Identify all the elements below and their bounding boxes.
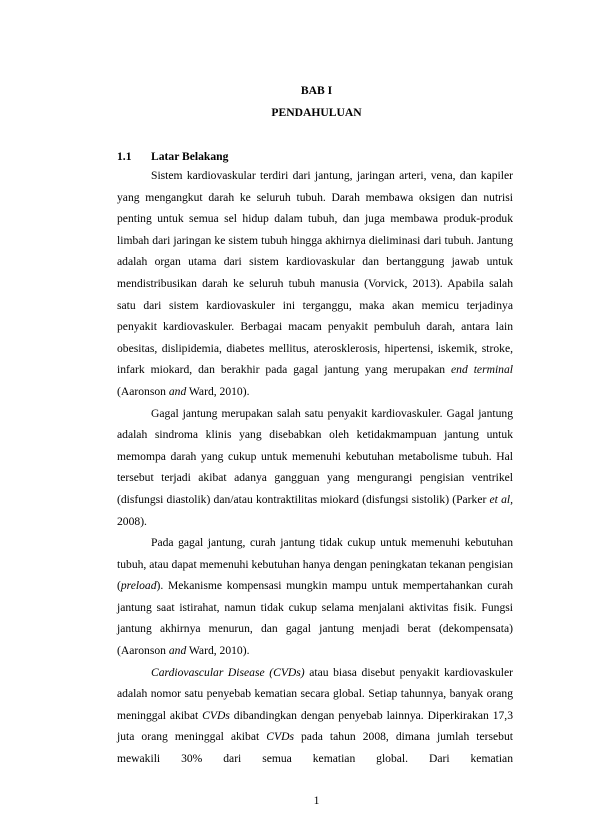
section-number: 1.1 xyxy=(117,150,132,163)
text-run: Gagal jantung merupakan salah satu penyakit kardiovaskuler. Gagal jantung adalah sindroma klinis yang disebabkan oleh ketidakmampuan jantung untuk memompa darah yang cukup untuk memenuhi kebutuhan metabolisme tubuh. Hal tersebut terjadi akibat adanya gangguan yang mengurangi pengisian ventrikel (disfungsi diastolik) dan/atau kontraktilitas miokard (disfungsi sistolik) (Parker xyxy=(117,406,513,506)
text-run: atau biasa disebut penyakit kardiovaskuler adalah nomor satu penyebab kematian secara global. Setiap tahunnya, banyak orang meninggal akibat xyxy=(117,665,514,722)
paragraph xyxy=(117,532,513,662)
text-run: (Aaronson xyxy=(117,384,169,398)
text-run: 2008). xyxy=(117,514,147,528)
section-title: Latar Belakang xyxy=(151,150,229,163)
paragraph xyxy=(117,662,513,770)
italic-run: CVDs xyxy=(202,708,230,722)
text-run: Ward, 2010). xyxy=(186,644,250,658)
paragraph xyxy=(117,403,513,533)
italic-run: preload xyxy=(120,579,157,593)
italic-run: et al, xyxy=(489,492,513,506)
chapter-title: PENDAHULUAN xyxy=(271,106,362,119)
page-number: 1 xyxy=(313,794,320,807)
text-run: Ward, 2010). xyxy=(186,384,250,398)
text-run: pada tahun 2008, dimana jumlah tersebut mewakili 30% dari semua kematian global. Dari kematian xyxy=(117,730,513,766)
italic-run: end terminal xyxy=(451,363,513,377)
paragraph xyxy=(117,165,513,403)
italic-run: and xyxy=(168,644,187,658)
italic-run: CVDs xyxy=(266,730,294,744)
text-run: Sistem kardiovaskular terdiri dari jantung, jaringan arteri, vena, dan kapiler yang mengangkut darah ke seluruh tubuh. Darah membawa oksigen dan nutrisi penting untuk semua sel hidup dalam tubuh, dan juga membawa produk-produk limbah dari jaringan ke sistem tubuh hingga akhirnya dieliminasi dari tubuh. Jantung adalah organ utama dari sistem kardiovaskular dan bertanggung jawab untuk mendistribusikan darah ke seluruh tubuh manusia (Vorvick, 2013). Apabila salah satu dari sistem kardiovaskuler ini terganggu, maka akan memicu terjadinya penyakit kardiovaskuler. Berbagai macam penyakit pembuluh darah, antara lain obesitas, dislipidemia, diabetes mellitus, aterosklerosis, hipertensi, iskemik, stroke, infark miokard, dan berakhir pada gagal jantung yang merupakan xyxy=(117,169,513,377)
italic-run: Cardiovascular Disease (CVDs) xyxy=(151,665,305,679)
body-text xyxy=(117,165,513,770)
italic-run: and xyxy=(168,384,187,398)
chapter-label: BAB I xyxy=(300,84,333,97)
text-run: Pada gagal jantung, curah jantung tidak cukup untuk memenuhi kebutuhan tubuh, atau dapat memenuhi kebutuhan hanya dengan peningkatan tekanan pengisian ( xyxy=(117,536,513,593)
text-run: dibandingkan dengan penyebab lainnya. Diperkirakan 17,3 juta orang meninggal akibat xyxy=(117,708,513,744)
text-run: ). Mekanisme kompensasi mungkin mampu untuk mempertahankan curah jantung saat istirahat, namun tidak cukup selama menjalani aktivitas fisik. Fungsi jantung akhirnya menurun, dan gagal jantung menjadi berat (dekompensata) (Aaronson xyxy=(117,579,513,658)
section-heading xyxy=(117,150,228,163)
